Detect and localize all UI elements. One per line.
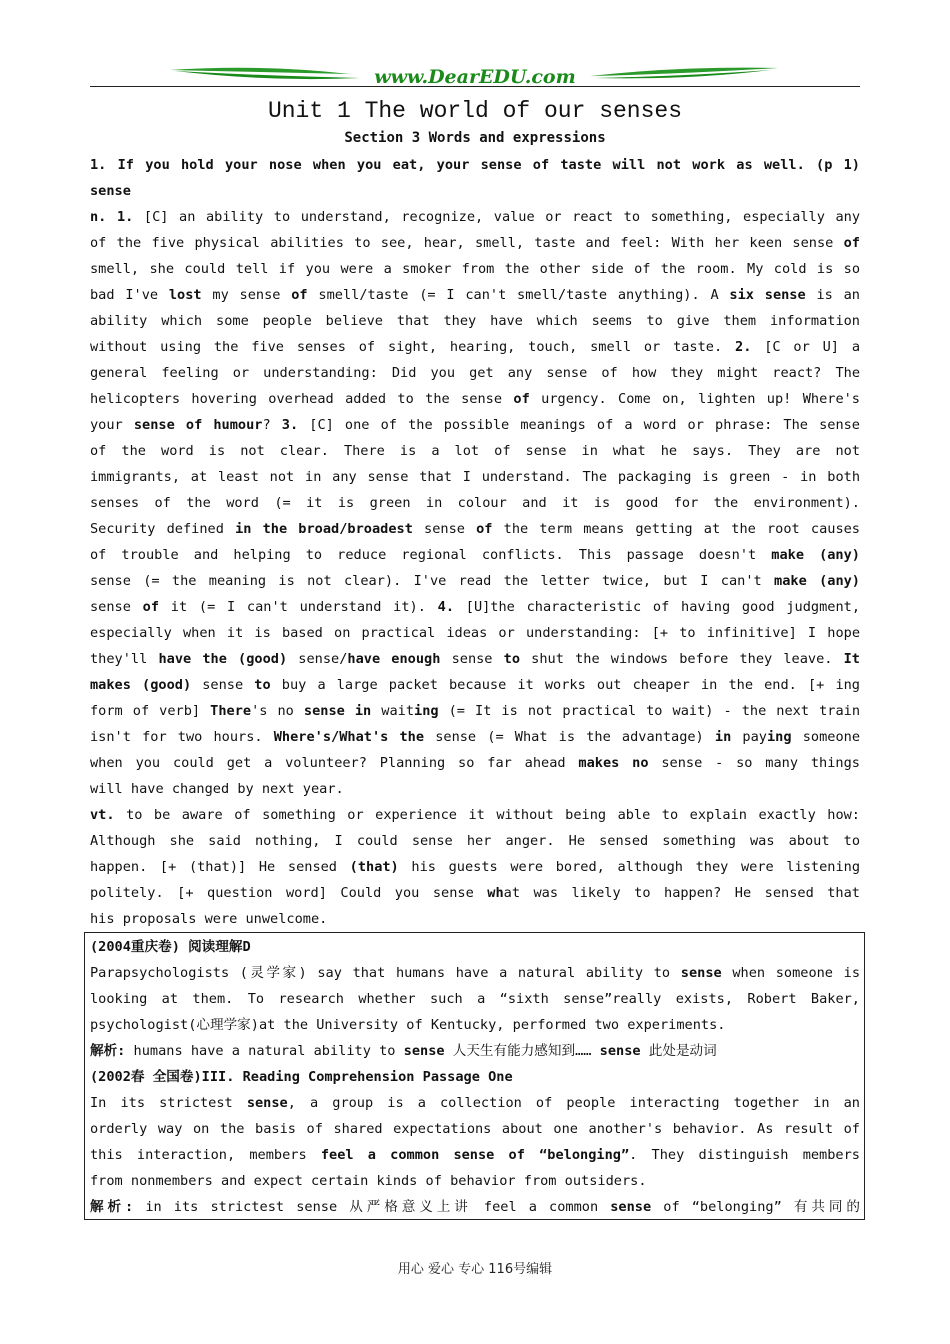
text-run: urgency. Come on, lighten up! Where's xyxy=(529,391,860,407)
text-run: someone xyxy=(791,729,860,745)
text-line xyxy=(90,464,860,490)
text-run: sense xyxy=(191,677,255,693)
text-run: sense/ xyxy=(287,651,348,667)
text-run: sense (= the meaning is not clear). I've read the letter twice, but I can't xyxy=(90,573,775,589)
bold-text: make (any) xyxy=(771,547,860,563)
bold-text: 1. If you hold your nose when you eat, your sense of taste will not work as well. (p 1) xyxy=(90,157,860,173)
bold-text: makes no xyxy=(578,755,649,771)
text-line xyxy=(90,620,860,646)
text-run: happen. [+ (that)] He sensed xyxy=(90,859,350,875)
text-run: wait xyxy=(371,703,415,719)
bold-text: (2002春 全国卷)III. Reading Comprehension Passage One xyxy=(90,1069,513,1085)
box-text-line xyxy=(90,1168,860,1194)
box-text-line xyxy=(90,934,860,960)
text-run: ability which some people believe that they have which seems to give them information xyxy=(90,313,860,329)
bold-text: There xyxy=(210,703,252,719)
text-run: will have changed by next year. xyxy=(90,781,344,797)
text-run: (= It is not practical to wait) - the next train xyxy=(438,703,860,719)
text-run: 人天生有能力感知到…… xyxy=(444,1043,600,1059)
bold-text: lost xyxy=(168,287,202,303)
text-line xyxy=(90,568,860,594)
text-line xyxy=(90,516,860,542)
bold-text: sense in xyxy=(303,703,372,719)
box-text-line xyxy=(90,960,860,986)
text-line xyxy=(90,906,860,932)
bold-text: of xyxy=(142,599,160,615)
box-text-line xyxy=(90,1194,860,1220)
box-text-line xyxy=(90,1090,860,1116)
text-line xyxy=(90,672,860,698)
bold-text: of xyxy=(291,287,308,303)
text-run: sense xyxy=(440,651,504,667)
text-line xyxy=(90,412,860,438)
bold-text: makes (good) xyxy=(90,677,192,693)
text-run: it (= I can't understand it). xyxy=(159,599,438,615)
exam-example-content xyxy=(90,934,860,1220)
text-line xyxy=(90,854,860,880)
bold-text: ing xyxy=(767,729,792,745)
text-run: looking at them. To research whether such a “sixth sense”really exists, Robert Baker, xyxy=(90,991,860,1007)
bold-text: of xyxy=(513,391,530,407)
text-run: when someone is xyxy=(721,965,860,981)
text-run: immigrants, at least not in any sense that I understand. The packaging is green - in both xyxy=(90,469,860,485)
text-run: sense xyxy=(412,521,477,537)
text-run: , a group is a collection of people interacting together in an xyxy=(287,1095,860,1111)
text-run: my sense xyxy=(201,287,292,303)
bold-text: wh xyxy=(487,885,504,901)
text-run: to be aware of something or experience it without being able to explain exactly how: xyxy=(114,807,860,823)
bold-text: in the broad/broadest xyxy=(235,521,413,537)
box-text-line xyxy=(90,1012,860,1038)
bold-text: of xyxy=(843,235,860,251)
text-run: especially when it is based on practical ideas or understanding: [+ to infinitive] I hope xyxy=(90,625,860,641)
text-run: is an xyxy=(805,287,860,303)
text-run: in its strictest sense 从严格意义上讲 feel a common xyxy=(133,1199,611,1215)
text-run: 's no xyxy=(251,703,304,719)
bold-text: sense xyxy=(90,183,131,199)
text-line xyxy=(90,386,860,412)
bold-text: six sense xyxy=(729,287,806,303)
bold-text: sense xyxy=(246,1095,288,1111)
bold-text: vt. xyxy=(90,807,115,823)
text-run: form of verb] xyxy=(90,703,211,719)
bold-text: have the (good) xyxy=(158,651,288,667)
text-run: [C] one of the possible meanings of a word or phrase: The sense xyxy=(298,417,860,433)
bold-text: ing xyxy=(414,703,439,719)
text-run: sense (= What is the advantage) xyxy=(424,729,715,745)
text-run: smell, she could tell if you were a smoker from the other side of the room. My cold is so xyxy=(90,261,860,277)
text-line xyxy=(90,698,860,724)
text-run: his proposals were unwelcome. xyxy=(90,911,328,927)
text-run: smell/taste (= I can't smell/taste anything). A xyxy=(307,287,730,303)
text-run: [U]the characteristic of having good judgment, xyxy=(454,599,860,615)
text-run: sense xyxy=(90,599,143,615)
text-line xyxy=(90,438,860,464)
leaf-swoosh-icon xyxy=(90,62,860,92)
text-run: Security defined xyxy=(90,521,236,537)
box-text-line xyxy=(90,986,860,1012)
text-run: ? xyxy=(262,417,282,433)
text-line xyxy=(90,724,860,750)
bold-text: have enough xyxy=(347,651,441,667)
bold-text: It xyxy=(843,651,860,667)
text-run: your xyxy=(90,417,134,433)
text-run: psychologist(心理学家)at the University of Kentucky, performed two experiments. xyxy=(90,1017,726,1033)
bold-text: 2. xyxy=(735,339,752,355)
text-line xyxy=(90,178,860,204)
bold-text: to xyxy=(254,677,271,693)
text-run: [C] an ability to understand, recognize, value or react to something, especially any xyxy=(133,209,860,225)
text-line xyxy=(90,360,860,386)
text-run: humans have a natural ability to xyxy=(125,1043,404,1059)
text-run: shut the windows before they leave. xyxy=(520,651,844,667)
text-run: bad I've xyxy=(90,287,169,303)
text-line xyxy=(90,542,860,568)
text-line xyxy=(90,750,860,776)
text-line xyxy=(90,802,860,828)
text-line xyxy=(90,204,860,230)
text-line xyxy=(90,308,860,334)
text-line xyxy=(90,880,860,906)
text-run: his guests were bored, although they were listening xyxy=(398,859,860,875)
text-run: . They distinguish members xyxy=(629,1147,860,1163)
box-text-line xyxy=(90,1142,860,1168)
bold-text: sense xyxy=(680,965,722,981)
text-run: from nonmembers and expect certain kinds of behavior from outsiders. xyxy=(90,1173,647,1189)
text-run: In its strictest xyxy=(90,1095,247,1111)
text-run: of the word is not clear. There is a lot of sense in what he says. They are not xyxy=(90,443,860,459)
bold-text: Where's/What's the xyxy=(273,729,425,745)
bold-text: 解析: xyxy=(90,1043,126,1059)
text-run: the term means getting at the root causes xyxy=(492,521,860,537)
bold-text: 4. xyxy=(437,599,455,615)
header-logo xyxy=(90,62,860,92)
bold-text: to xyxy=(503,651,521,667)
page-title: Unit 1 The world of our senses xyxy=(267,98,683,124)
section-title: Section 3 Words and expressions xyxy=(344,130,606,146)
bold-text: of xyxy=(476,521,493,537)
bold-text: in xyxy=(714,729,732,745)
text-line xyxy=(90,490,860,516)
box-text-line xyxy=(90,1116,860,1142)
text-run: senses of the word (= it is green in colour and it is good for the environment). xyxy=(90,495,860,511)
bold-text: feel a common sense of “belonging” xyxy=(320,1147,630,1163)
text-line xyxy=(90,152,860,178)
text-run: general feeling or understanding: Did you get any sense of how they might react? The xyxy=(90,365,860,381)
text-run: of “belonging” 有共同的 xyxy=(651,1199,860,1215)
text-run: of trouble and helping to reduce regional conflicts. This passage doesn't xyxy=(90,547,772,563)
text-line xyxy=(90,594,860,620)
bold-text: sense xyxy=(599,1043,641,1059)
bold-text: sense xyxy=(403,1043,445,1059)
text-run: when you could get a volunteer? Planning so far ahead xyxy=(90,755,579,771)
text-run: Parapsychologists (灵学家) say that humans have a natural ability to xyxy=(90,965,681,981)
bold-text: n. 1. xyxy=(90,209,134,225)
text-line xyxy=(90,646,860,672)
text-line xyxy=(90,282,860,308)
text-run: buy a large packet because it works out cheaper in the end. [+ ing xyxy=(270,677,860,693)
text-run: sense - so many things xyxy=(648,755,860,771)
bold-text: (that) xyxy=(349,859,399,875)
text-run: Although she said nothing, I could sense her anger. He sensed something was about to xyxy=(90,833,860,849)
page-footer: 用心 爱心 专心 116号编辑 xyxy=(397,1262,553,1277)
text-line xyxy=(90,230,860,256)
bold-text: make (any) xyxy=(774,573,860,589)
bold-text: (2004重庆卷) 阅读理解D xyxy=(90,939,251,955)
text-run: of the five physical abilities to see, hear, smell, taste and feel: With her keen sense xyxy=(90,235,844,251)
box-text-line xyxy=(90,1038,860,1064)
text-run: orderly way on the basis of shared expectations about one another's behavior. As result of xyxy=(90,1121,860,1137)
bold-text: sense xyxy=(610,1199,652,1215)
header-divider xyxy=(90,86,860,87)
text-line xyxy=(90,256,860,282)
text-run: this interaction, members xyxy=(90,1147,321,1163)
site-logo-text: www.DearEDU.com xyxy=(374,66,576,88)
bold-text: 解析: xyxy=(90,1199,134,1215)
text-run: [C or U] a xyxy=(751,339,860,355)
text-line xyxy=(90,828,860,854)
text-line xyxy=(90,334,860,360)
bold-text: 3. xyxy=(281,417,299,433)
text-run: pay xyxy=(731,729,767,745)
text-run: without using the five senses of sight, hearing, touch, smell or taste. xyxy=(90,339,736,355)
box-text-line xyxy=(90,1064,860,1090)
text-run: isn't for two hours. xyxy=(90,729,274,745)
text-line xyxy=(90,776,860,802)
bold-text: sense of humour xyxy=(133,417,263,433)
text-run: politely. [+ question word] Could you sense xyxy=(90,885,488,901)
text-run: helicopters hovering overhead added to the sense xyxy=(90,391,514,407)
text-run: they'll xyxy=(90,651,159,667)
entry-body xyxy=(90,152,860,932)
text-run: at was likely to happen? He sensed that xyxy=(503,885,860,901)
text-run: 此处是动词 xyxy=(640,1043,717,1059)
